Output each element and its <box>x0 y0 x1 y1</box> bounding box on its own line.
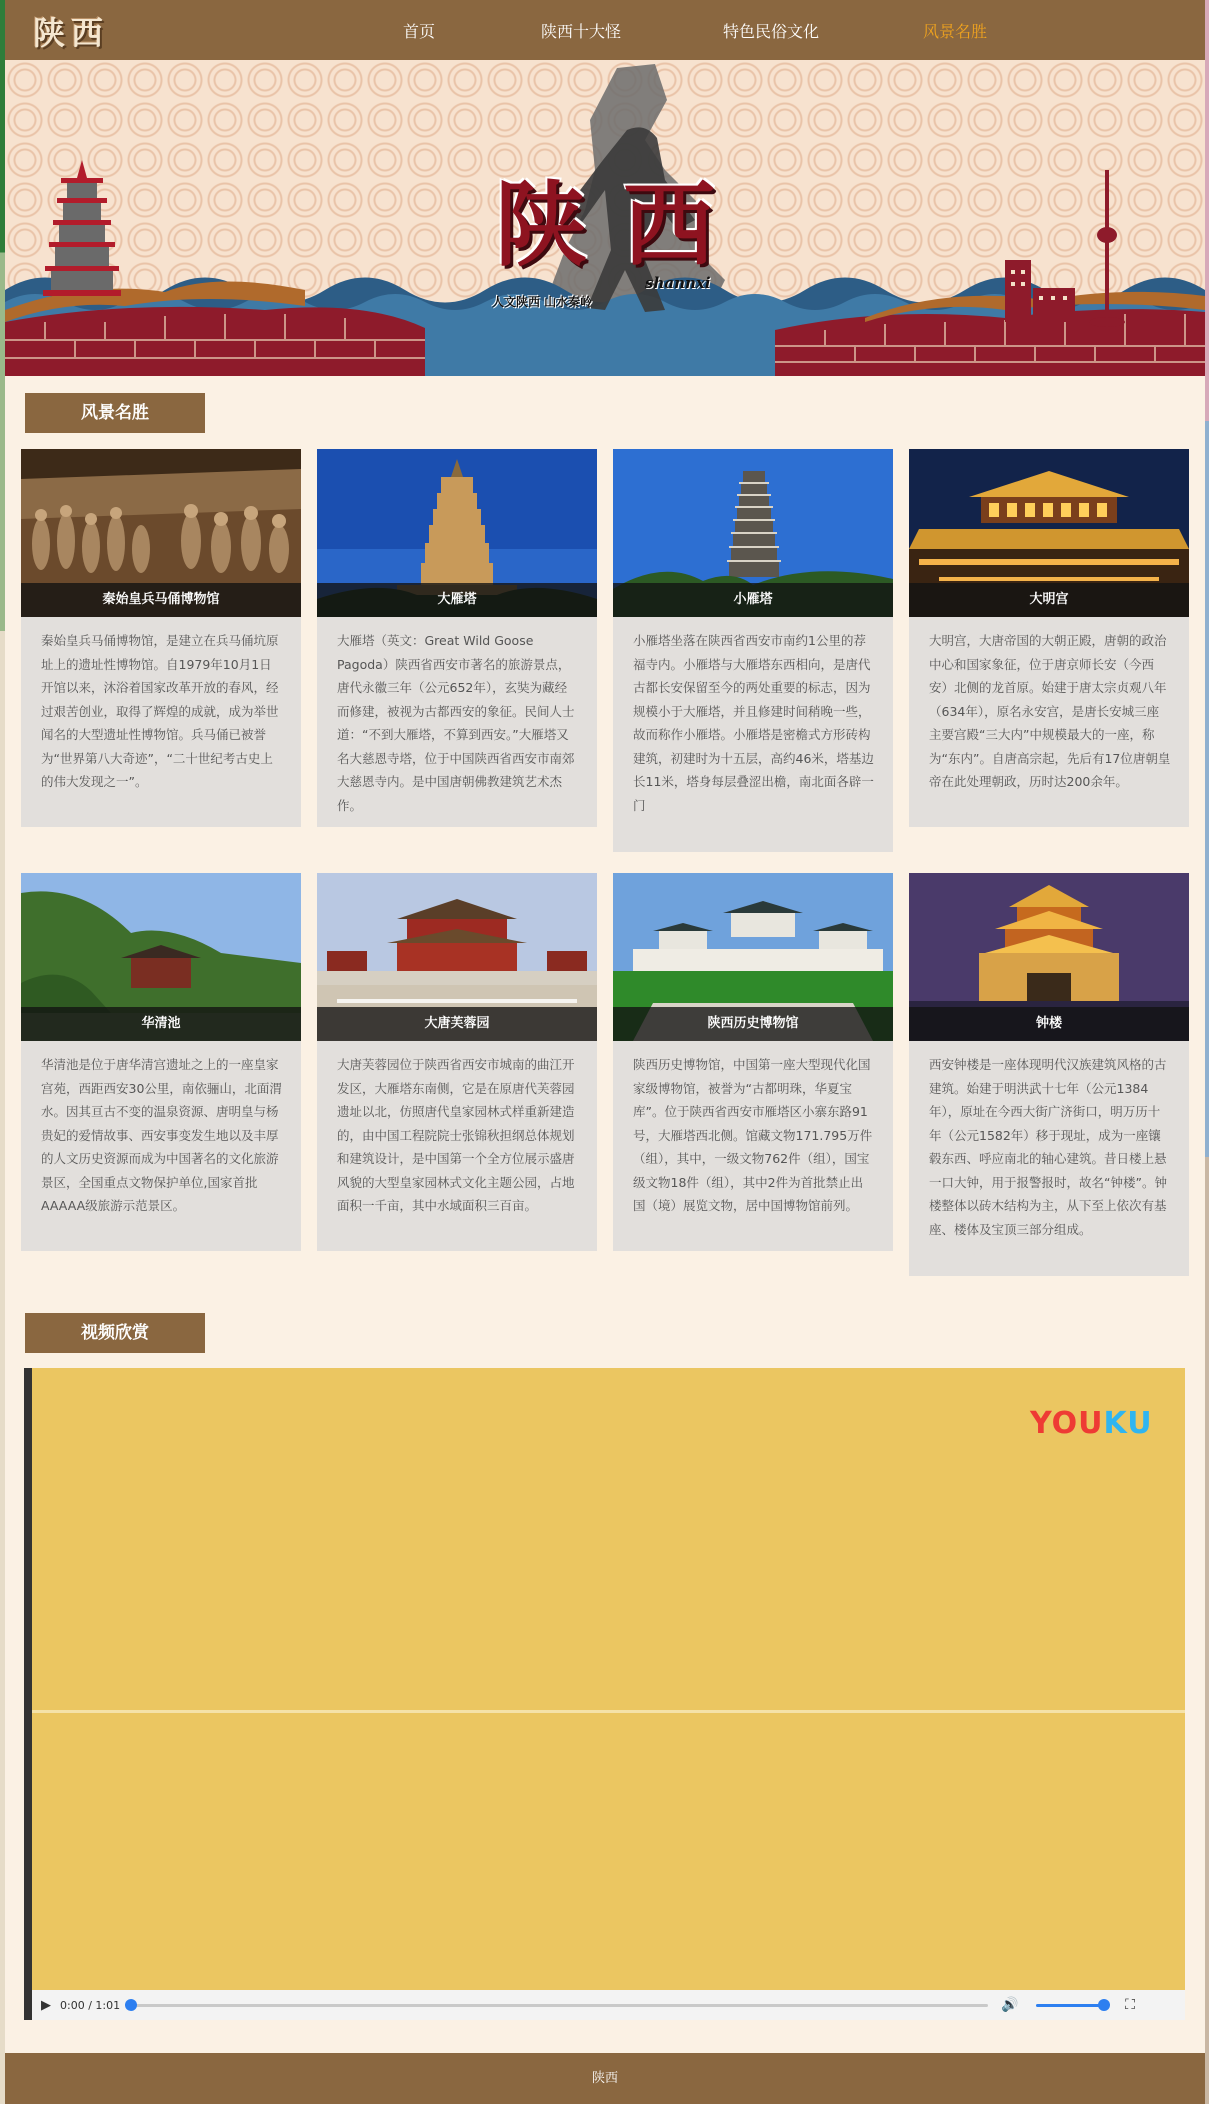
attraction-image[interactable] <box>613 873 893 1041</box>
footer <box>5 2053 1205 2104</box>
banner-title: 陕西 <box>494 171 751 279</box>
attraction-description: 华清池是位于唐华清宫遗址之上的一座皇家宫苑，西距西安30公里，南依骊山，北面渭水。因其亘古不变的温泉资源、唐明皇与杨贵妃的爱情故事、西安事变发生地以及丰厚的人文历史资源而成为中国著名的文化旅游景区，全国重点文物保护单位,国家首批AAAAA级旅游示范景区。 <box>41 1057 282 1213</box>
attraction-description: 西安钟楼是一座体现明代汉族建筑风格的古建筑。始建于明洪武十七年（公元1384年），原址在今西大街广济街口，明万历十年（公元1582年）移于现址，成为一座镶毂东西、呼应南北的轴心建筑。昔日楼上悬一口大钟，用于报警报时，故名“钟楼”。钟楼整体以砖木结构为主，从下至上依次有基座、楼体及宝顶三部分组成。 <box>929 1057 1167 1237</box>
attraction-name: 大雁塔 <box>317 583 597 617</box>
attraction-card[interactable] <box>21 873 301 1251</box>
attraction-image[interactable] <box>909 449 1189 617</box>
attraction-card[interactable] <box>909 449 1189 827</box>
attraction-image[interactable] <box>613 449 893 617</box>
nav-item-ten-oddities[interactable]: 陕西十大怪 <box>541 22 622 41</box>
nav-item-folk-culture[interactable]: 特色民俗文化 <box>723 22 820 41</box>
attraction-description: 大明宫，大唐帝国的大朝正殿，唐朝的政治中心和国家象征，位于唐京师长安（今西安）北侧的龙首原。始建于唐太宗贞观八年（634年），原名永安宫，是唐长安城三座主要宫殿“三大内”中规模最大的一座，称为“东内”。自唐高宗起，先后有17位唐朝皇帝在此处理朝政，历时达200余年。 <box>929 633 1171 789</box>
attraction-name: 大明宫 <box>909 583 1189 617</box>
youku-watermark-you: YOU <box>1030 1406 1104 1441</box>
attraction-card[interactable] <box>21 449 301 827</box>
attraction-description: 陕西历史博物馆，中国第一座大型现代化国家级博物馆，被誉为“古都明珠，华夏宝库”。位于陕西省西安市雁塔区小寨东路91号，大雁塔西北侧。馆藏文物171.795万件（组），其中，一级文物762件（组），国宝级文物18件（组），其中2件为首批禁止出国（境）展览文物，居中国博物馆前列。 <box>633 1057 873 1213</box>
volume-handle[interactable] <box>1098 1999 1110 2011</box>
nav-item-scenic-spots[interactable]: 风景名胜 <box>923 22 988 41</box>
attraction-name: 大唐芙蓉园 <box>317 1007 597 1041</box>
attraction-description: 大雁塔（英文：Great Wild Goose Pagoda）陕西省西安市著名的旅游景点，唐代永徽三年（公元652年），玄奘为藏经而修建，被视为古都西安的象征。民间人士道：“不到大雁塔，不算到西安。”大雁塔又名大慈恩寺塔，位于中国陕西省西安市南郊大慈恩寺内。是中国唐朝佛教建筑艺术杰作。 <box>337 633 575 813</box>
volume-slider[interactable] <box>1032 1990 1108 2020</box>
fullscreen-icon[interactable]: ⛶ <box>1125 1997 1135 2013</box>
footer-text: 陕西 <box>591 2071 618 2086</box>
attraction-description: 小雁塔坐落在陕西省西安市南约1公里的荐福寺内。小雁塔与大雁塔东西相向，是唐代古都长安保留至今的两处重要的标志，因为规模小于大雁塔，并且修建时间稍晚一些，故而称作小雁塔。小雁塔是密檐式方形砖构建筑，初建时为十五层，高约46米，塔基边长11米，塔身每层叠涩出檐，南北面各辟一门 <box>633 633 874 813</box>
attraction-name: 陕西历史博物馆 <box>613 1007 893 1041</box>
attraction-name: 华清池 <box>21 1007 301 1041</box>
youku-watermark <box>1030 1406 1153 1441</box>
video-time: 0:00 / 1:01 <box>60 1998 121 2012</box>
attraction-name: 秦始皇兵马俑博物馆 <box>21 583 301 617</box>
attraction-card[interactable] <box>909 873 1189 1276</box>
attraction-card[interactable] <box>613 873 893 1251</box>
attraction-description: 大唐芙蓉园位于陕西省西安市城南的曲江开发区，大雁塔东南侧，它是在原唐代芙蓉园遗址以北，仿照唐代皇家园林式样重新建造的，由中国工程院院士张锦秋担纲总体规划和建筑设计，是中国第一个全方位展示盛唐风貌的大型皇家园林式文化主题公园，占地面积一千亩，其中水域面积三百亩。 <box>337 1057 575 1213</box>
nav-item-home[interactable]: 首页 <box>403 22 436 41</box>
banner-pinyin: shannxi <box>645 274 711 292</box>
attraction-card[interactable] <box>317 449 597 827</box>
seek-handle[interactable] <box>125 1999 137 2011</box>
attraction-description: 秦始皇兵马俑博物馆，是建立在兵马俑坑原址上的遗址性博物馆。自1979年10月1日开馆以来，沐浴着国家改革开放的春风，经过艰苦创业，取得了辉煌的成就，成为举世闻名的大型遗址性博物馆。兵马俑已被誉为“世界第八大奇迹”，“二十世纪考古史上的伟大发现之一”。 <box>41 633 279 789</box>
play-icon[interactable]: ▶ <box>41 1997 51 2013</box>
section-title-scenic: 风景名胜 <box>25 393 205 433</box>
attraction-image[interactable] <box>21 873 301 1041</box>
hero-banner <box>5 60 1205 376</box>
banner-slogan: 人文陕西 山水秦岭 <box>492 295 593 309</box>
seek-bar[interactable] <box>122 1990 988 2020</box>
section-title-video: 视频欣赏 <box>25 1313 205 1353</box>
youku-watermark-ku: KU <box>1103 1406 1153 1441</box>
attraction-name: 小雁塔 <box>613 583 893 617</box>
page-side-decoration-right <box>1205 0 1209 2104</box>
attraction-image[interactable] <box>317 873 597 1041</box>
volume-icon[interactable]: 🔊 <box>1001 1997 1019 2013</box>
seek-track <box>130 2004 988 2007</box>
attraction-card[interactable] <box>613 449 893 852</box>
attraction-image[interactable] <box>317 449 597 617</box>
video-frame-line <box>32 1710 1185 1713</box>
top-nav <box>5 0 1205 60</box>
attraction-name: 钟楼 <box>909 1007 1189 1041</box>
attraction-image[interactable] <box>21 449 301 617</box>
page <box>5 0 1205 2104</box>
site-logo[interactable]: 陕西 <box>33 14 110 52</box>
attraction-image[interactable] <box>909 873 1189 1041</box>
video-controls <box>32 1990 1185 2020</box>
video-player[interactable] <box>24 1368 1185 2020</box>
attraction-card[interactable] <box>317 873 597 1251</box>
